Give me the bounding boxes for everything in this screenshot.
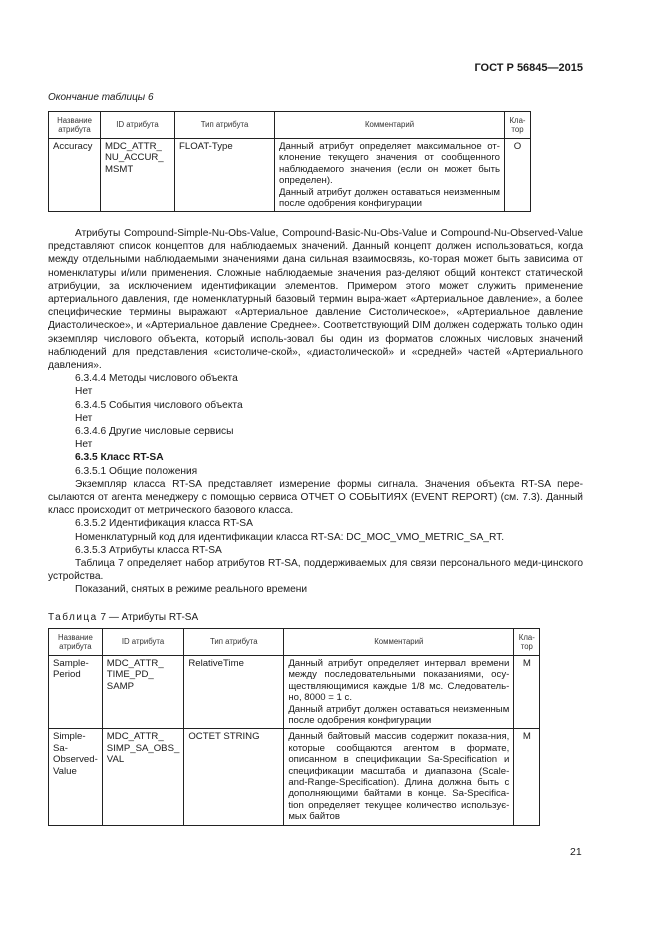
attr-name: Accuracy <box>49 139 101 212</box>
comment-text: Данный байтовый массив содержит показа-ния, которые сообщаются агентом в формате, описанном в спецификации Sa-Specification и спецификации масштаба и диапазона (Scale-and-Range-Specification). Длина должна быть с дополняющими байтами в конце. Sa-Specifica-tion определяет текущее количество использує-мых байтов <box>288 731 510 823</box>
comment-text-2: Данный атрибут должен оставаться неизменным после одобрения конфигурации <box>279 186 500 210</box>
paragraph: Экземпляр класса RT-SA представляет измерение формы сигнала. Значения объекта RT-SA пере-сылаются от агента менеджеру с помощью сервиса ОТЧЕТ О СОБЫТИЯХ (EVENT REPORT) (см. 7.3). Данный класс происходит от метрического базового класса. <box>48 478 583 517</box>
header-name: Название атрибута <box>49 112 101 139</box>
header-name: Название атрибута <box>49 629 103 656</box>
comment-text-2: Данный атрибут должен оставаться неизменным после одобрения конфигурации <box>288 703 510 727</box>
paragraph: Таблица 7 определяет набор атрибутов RT-SA, поддерживаемых для связи персонального меди-цинского устройства. <box>48 558 583 583</box>
text-line: Нет <box>75 412 93 424</box>
section-heading: 6.3.4.6 Другие числовые сервисы <box>75 426 234 438</box>
attr-type: FLOAT-Type <box>175 139 275 212</box>
attr-qualifier: M <box>514 729 540 825</box>
table-row <box>49 139 531 212</box>
header-type: Тип атрибута <box>184 629 284 656</box>
attr-comment <box>284 656 514 729</box>
table-header-row <box>49 112 531 139</box>
text-line: Нет <box>75 439 93 451</box>
attr-type: RelativeTime <box>184 656 284 729</box>
header-comment: Комментарий <box>275 112 505 139</box>
attr-id: MDC_ATTR_ NU_ACCUR_ MSMT <box>101 139 175 212</box>
table-header-row <box>49 629 540 656</box>
text-line: Показаний, снятых в режиме реального времени <box>75 584 308 596</box>
section-heading: 6.3.5.1 Общие положения <box>75 465 198 477</box>
page-number: 21 <box>570 846 582 858</box>
table7-caption-rest: 7 — Атрибуты RT-SA <box>100 612 199 623</box>
header-id: ID атрибута <box>102 629 184 656</box>
comment-text: Данный атрибут определяет интервал времени между последовательными показаниями, осу-ществляющимися каждые 1/8 мс. Следователь-но, 8000 = 1 с. <box>288 658 510 704</box>
section-heading: 6.3.4.5 События числового объекта <box>75 399 243 411</box>
attr-name: Sample-Period <box>49 656 103 729</box>
attr-name: Simple-Sa-Observed-Value <box>49 729 103 825</box>
table6-caption: Окончание таблицы 6 <box>48 92 154 103</box>
standard-header: ГОСТ Р 56845—2015 <box>474 62 583 74</box>
paragraph: Атрибуты Compound-Simple-Nu-Obs-Value, Compound-Basic-Nu-Obs-Value и Compound-Nu-Observed-Value представляют список концептов для наблюдаемых значений. Данный концепт должен использоваться, когда между отдельными наблюдаемыми значениями дана сильная взаимосвязь, ко-торая может быть зависима от номенклатуры и/или применения. Сложные наблюдаемые значения раз-деляют общий контекст статической атрибуции, за исключением идентификации элементов. Примером этого может служить применение артериального давления, где номенклатурный базовый термин выра-жает «Артериальное давление», а более специфические термины выражают «Артериальное давление Систолическое», «Артериальное давление Диастолическое», и «Артериальное давление Среднее». Соответствующий DIM должен содержать только один экземпляр числового объекта, который исполь-зовал бы один из форматов сложных числовых значений наблюдений для представления «систоличе-ской», «диастолической» и «средней» частей «Артериального давления». <box>48 228 583 372</box>
attr-qualifier: O <box>505 139 531 212</box>
table-row <box>49 729 540 825</box>
comment-text: Данный атрибут определяет максимальное от-клонение текущего значения от сообщенного наблюдаемого значения (если он может быть определен). <box>279 141 500 187</box>
section-heading-bold: 6.3.5 Класс RT-SA <box>75 452 164 464</box>
section-heading: 6.3.5.3 Атрибуты класса RT-SA <box>75 544 222 556</box>
header-type: Тип атрибута <box>175 112 275 139</box>
attr-id: MDC_ATTR_ SIMP_SA_OBS_ VAL <box>102 729 184 825</box>
attr-comment <box>284 729 514 825</box>
table-row <box>49 656 540 729</box>
text-line: Номенклатурный код для идентификации класса RT-SA: DC_MOC_VMO_METRIC_SA_RT. <box>75 531 505 543</box>
attr-id: MDC_ATTR_ TIME_PD_ SAMP <box>102 656 184 729</box>
header-comment: Комментарий <box>284 629 514 656</box>
section-heading: 6.3.5.2 Идентификация класса RT-SA <box>75 518 253 530</box>
header-qualifier: Клa-тор <box>505 112 531 139</box>
attr-qualifier: M <box>514 656 540 729</box>
table7-caption <box>48 612 198 623</box>
table-6 <box>48 111 531 212</box>
header-qualifier: Кла-тор <box>514 629 540 656</box>
header-id: ID атрибута <box>101 112 175 139</box>
body-text <box>48 227 583 597</box>
text-line: Нет <box>75 386 93 398</box>
section-heading: 6.3.4.4 Методы числового объекта <box>75 373 238 385</box>
table-7 <box>48 628 540 826</box>
attr-comment <box>275 139 505 212</box>
attr-type: OCTET STRING <box>184 729 284 825</box>
table7-caption-prefix: Таблица <box>48 612 98 623</box>
